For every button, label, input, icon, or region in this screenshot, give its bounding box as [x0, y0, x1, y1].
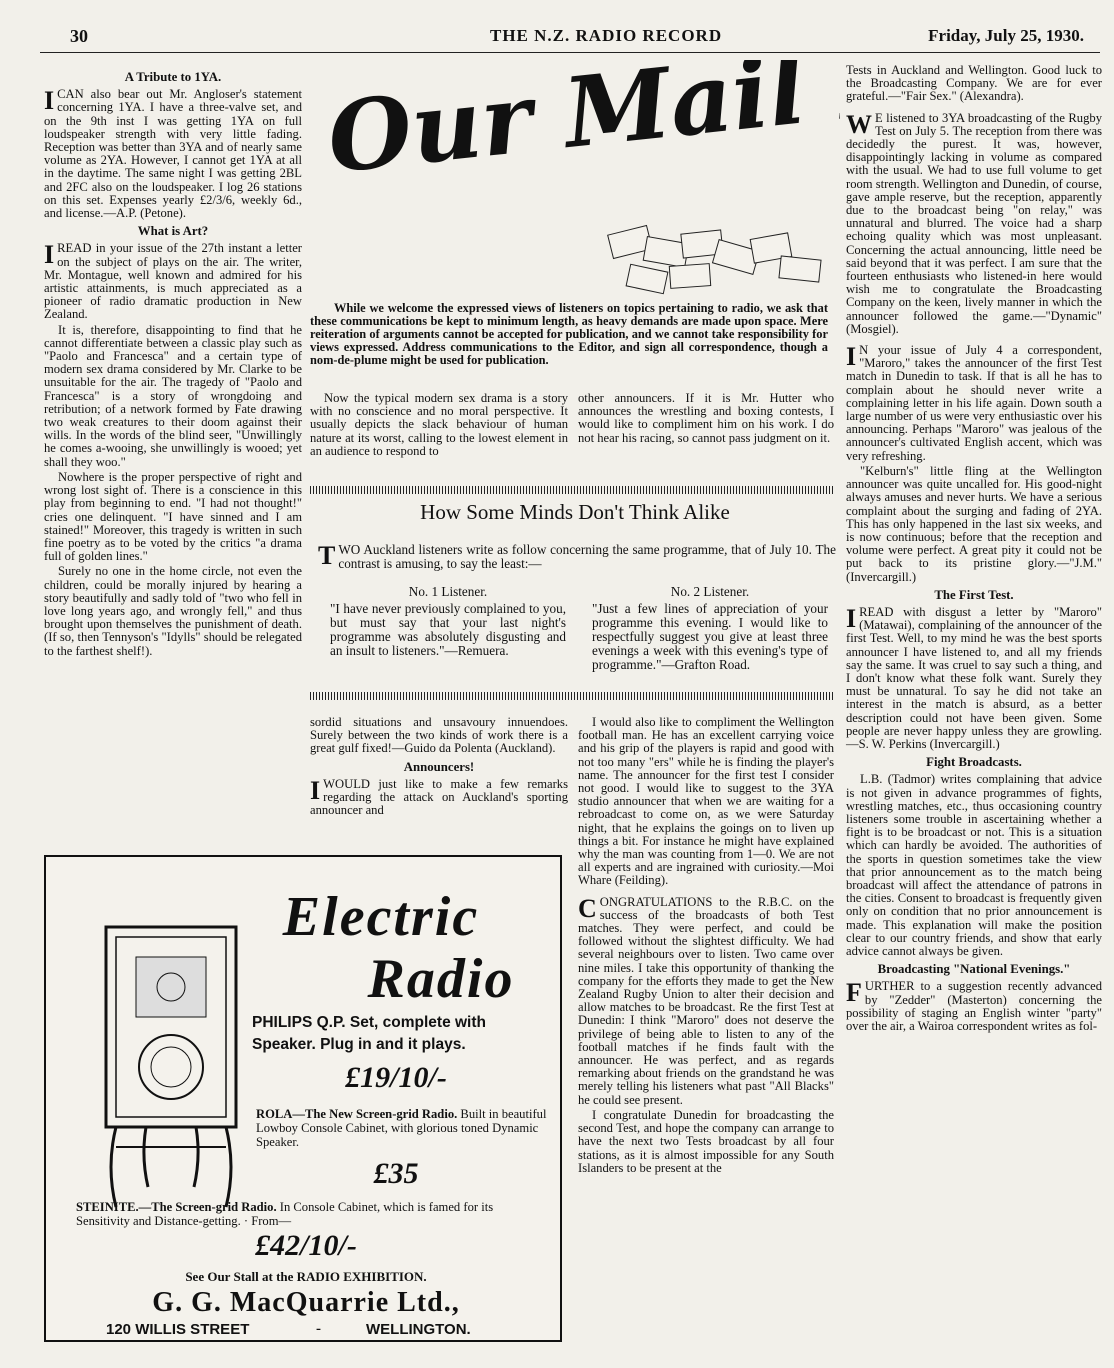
- mail-bag-logo: [310, 60, 840, 300]
- sex-drama-paragraph: Now the typical modern sex drama is a story with no conscience and no moral perspective. It usually depicts the slack behaviour of human nature at its worst, calling to the lowest element in an audience to respond to: [310, 391, 568, 458]
- listener-2-text: "Just a few lines of appreciation of your programme this evening. I would like to respectfully suggest you give at least three evenings a week with this evening's type of programme."—Grafton Road.: [592, 601, 828, 672]
- mail-bag-masthead: [310, 60, 840, 300]
- city-name: WELLINGTON.: [366, 1321, 471, 1338]
- art-paragraph: IREAD in your issue of the 27th instant a letter on the subject of plays on the air. The writer, Mr. Montague, well known and admired for his artistic attainments, is much appreciated as a pioneer of radio dramatic production in New Zealand.: [44, 240, 302, 322]
- jm-letter: I N your issue of July 4 a correspondent, "Maroro," takes the announcer of the first Test match in Dunedin to task. If that is all he has to complain about he should never write a complaining letter in his life again. Down south a large number of us were very enthusiastic over his announcing. Perhaps "Maroro" was jealous of the announcer's cultivated English accent, which was very refreshing.: [846, 342, 1102, 463]
- minds-title: How Some Minds Don't Think Alike: [420, 500, 730, 524]
- listener-2-title: No. 2 Listener.: [670, 584, 750, 599]
- column-3-top: [578, 392, 834, 447]
- congratulations-paragraph: I congratulate Dunedin for broadcasting the second Test, and hope the company can arrange to have the next two Tests broadcast by all four stations, as it is almost impossible for any South Islanders to be present at the: [578, 1107, 834, 1175]
- decorative-band-top: [310, 486, 834, 494]
- listener-1: [330, 585, 566, 658]
- exhibition-notice: See Our Stall at the RADIO EXHIBITION.: [185, 1269, 427, 1284]
- column-4: [846, 64, 1102, 1035]
- publication-title: THE N.Z. RADIO RECORD: [490, 26, 723, 45]
- electric-radio-advertisement: [44, 855, 562, 1342]
- price-steinite: £42/10/-: [255, 1229, 357, 1262]
- congratulations-letter: CONGRATULATIONS to the R.B.C. on the success of the broadcasts of both Test matches. They were perfect, and could be followed without the slightest difficulty. We had several neighbours over to listen. Two came over nine miles. I take this opportunity of thanking the company for the efforts they made to get the New Zealand Rugby Union to alter their decision and allow matches to be broadcast. Re the first Test at Dunedin: I think "Maroro" does not deserve the privilege of being able to listen to any of the football matches if he finds fault with the announcer. He was perfect, and as regards remarking about friends on the grandstand he was merely telling his listeners what past "All Blacks" he could see present.: [578, 893, 834, 1107]
- company-name: G. G. MacQuarrie Ltd.,: [152, 1287, 460, 1318]
- address-separator: -: [316, 1321, 321, 1337]
- national-evenings-letter: FURTHER to a suggestion recently advanced by "Zedder" (Masterton) concerning the possibility of staging an English winter "party" over the air, a Wairoa correspondent writes as fol-: [846, 978, 1102, 1034]
- football-man-paragraph: I would also like to compliment the Wellington football man. He has an excellent carrying voice and his grip of the players is rapid and good with not too many "ers" while he is finding the player's name. The announcer for the first test I consider not good. I would like to suggest to the 3YA studio announcer that when we are waiting for a rebroadcast to come on, as we were Saturday night, that he explains the goings on to liven up things a bit. For instance he might have explained why the man was counting from 1—0. We are not all experts and are ingrained with curiosity.—Moi Whare (Feilding).: [578, 715, 834, 888]
- jm-paragraph: "Kelburn's" little fling at the Wellington announcer was quite uncalled for. His good-night always amuses and never hurts. We have a serious complaint about the surging and fading of 2YA. This has only happened in the last six weeks, and is now continuous; before that the reception and volume were perfect. A great pity it could not be put back to its pristine glory.—"J.M." (Invercargill.): [846, 463, 1102, 584]
- editorial-note: While we welcome the expressed views of listeners on topics pertaining to radio, we ask that these communications be kept to minimum length, as heavy demands are made upon space. Mere reiteration of arguments cannot be accepted for publication, and we cannot take responsibility for views expressed. Address communications to the Editor, and sign all correspondence, though a nom-de-plume might be used for publication.: [310, 301, 828, 367]
- fight-broadcasts-paragraph: L.B. (Tadmor) writes complaining that advice is not given in advance programmes of fights, wrestling matches, etc., thus occasioning country listeners some trouble in ascertaining whether a fight is to be broadcast or not. This is a situation which can hardly be avoided. The authorities of the sports in question sometimes take the view that prior announcement as to the match being broadcast will affect the attendance of patrons in the cities. Consent to broadcast is frequently given only on condition that no prior announcement is made. This explanation will make the position clear to our country friends, and show that early advice cannot always be given.: [846, 772, 1102, 958]
- price-philips: £19/10/-: [345, 1061, 447, 1094]
- art-paragraph: Surely no one in the home circle, not even the children, could be morally injured by hearing a story beautifully and sadly told of "two who fell in love long years ago, and wrongly fell," and thus brought upon themselves the punishment of death. (If so, then Tennyson's "Idylls" should be relegated to the farthest shelf!).: [44, 564, 302, 658]
- first-test-letter: IREAD with disgust a letter by "Maroro" (Matawai), complaining of the announcer of the first Test. Well, to my mind he was the best sports announcer I have listened to, and all my friends say the same. It was cruel to say such a thing, and I don't know what these folk want. Surely they must be unnatural. To say he did not take an interest in the match is absurd, as a better description could not have been given. Some people are never happy unless they are growling.—S. W. Perkins (Invercargill.): [846, 603, 1102, 751]
- page-header: [40, 22, 1094, 50]
- tribute-heading: A Tribute to 1YA.: [124, 70, 222, 84]
- steinite-text: STEINITE.—The Screen-grid Radio. In Console Cabinet, which is famed for its Sensitivity and Distance-getting. · From—: [76, 1200, 494, 1228]
- column-2-bottom: [310, 716, 568, 819]
- console-radio-icon: [86, 917, 256, 1217]
- announcer-compliment-paragraph: other announcers. If it is Mr. Hutter who announces the wrestling and boxing contests, I would like to compliment him on his work. I do not hear his racing, so cannot pass judgment on it.: [578, 391, 834, 445]
- page-number: 30: [70, 26, 88, 46]
- svg-text:Our Mail Bag: Our Mail Bag: [322, 60, 840, 195]
- decorative-band-bottom: [310, 692, 834, 700]
- rola-text: ROLA—The New Screen-grid Radio. Built in beautiful Lowboy Console Cabinet, with glorious toned Dynamic Speaker.: [256, 1107, 547, 1149]
- column-1: [44, 66, 302, 660]
- ad-headline-electric: Electric: [282, 886, 480, 948]
- fight-broadcasts-heading: Fight Broadcasts.: [926, 755, 1022, 770]
- ad-headline-radio: Radio: [367, 948, 515, 1010]
- column-3: [578, 716, 834, 1177]
- tribute-letter: ICAN also bear out Mr. Angloser's statement concerning 1YA. I have a three-valve set, and on the 9th inst I was getting 1YA on full loudspeaker strength with very little fading. Reception was better than 3YA and of nearly same volume as 2YA. However, I cannot get 1YA at all in the daytime. The same night I was getting 2BL and 2FC also on the loudspeaker. I log 26 stations on this set. Expenses yearly £2/3/6, weekly 6d., and license.—A.P. (Petone).: [44, 86, 302, 221]
- minds-intro: TWO Auckland listeners write as follow concerning the same programme, that of July 10. The contrast is amusing, to say the least:—: [318, 541, 836, 572]
- art-paragraph: Nowhere is the proper perspective of right and wrong lost sight of. There is a conscience in this play from beginning to end. "I had not thought!" cries one delinquent. "I have sinned and I am stained!" Moreover, this tragedy is written in such fine poetry as to be voted by the critics "a drama full of golden lines.": [44, 469, 302, 564]
- announcers-letter: IWOULD just like to make a few remarks regarding the attack on Auckland's sporting announcer and: [310, 775, 568, 818]
- announcers-heading: Announcers!: [403, 759, 475, 774]
- issue-date: Friday, July 25, 1930.: [928, 26, 1084, 45]
- price-rola: £35: [373, 1157, 419, 1190]
- listener-1-title: No. 1 Listener.: [408, 584, 488, 599]
- fair-sex-paragraph: Tests in Auckland and Wellington. Good luck to the Broadcasting Company. We are for ever grateful.—"Fair Sex." (Alexandra).: [846, 63, 1102, 104]
- national-evenings-heading: Broadcasting "National Evenings.": [877, 962, 1071, 977]
- dynamic-letter: W E listened to 3YA broadcasting of the Rugby Test on July 5. The reception from there was decidedly the purest. It was, however, disappointingly lacking in volume as compared with the usual. We had to use full volume to get room strength. Wellington and Dunedin, of course, gave ample reserve, but the reception, apparently due to the broadcast being "on relay," was unnatural and blurred. The voice had a sharp echoing quality which was most unpleasant. Concerning the actual announcing, little need be said beyond that it was perfect. I am sure that the fourteen enthusiasts who listened-in here would wish me to congratulate the Broadcasting Company on the keen, lively manner in which the announcer followed the game.—"Dynamic" (Mosgiel).: [846, 109, 1102, 336]
- street-address: 120 WILLIS STREET: [106, 1321, 250, 1338]
- listener-2: [592, 585, 828, 672]
- column-2-top: [310, 392, 568, 460]
- sordid-paragraph: sordid situations and unsavoury innuendoes. Surely between the two kinds of work there is a great gulf fixed!—Guido da Polenta (Auckland).: [310, 715, 568, 756]
- listener-1-text: "I have never previously complained to you, but must say that your last night's programme was absolutely disgusting and an insult to listeners."—Remuera.: [330, 601, 566, 658]
- art-paragraph: It is, therefore, disappointing to find that he cannot differentiate between a classic play such as "Paolo and Francesca" and a certain type of modern sex drama considered by Mr. Clarke to be unsuitable for the air. The tragedy of "Paolo and Francesca" is a story of wrongdoing and retribution; of a network formed by Fate drawing two weak creatures to their doom against their wills. In the words of the blind seer, "Unwillingly he comes a-wooing, she unwillingly is wooed; yet shall they woo.": [44, 322, 302, 469]
- philips-text: PHILIPS Q.P. Set, complete with Speaker. Plug in and it plays.: [252, 1014, 486, 1053]
- header-rule: [40, 52, 1100, 53]
- first-test-heading: The First Test.: [934, 587, 1014, 602]
- letters-pile-icon: [608, 226, 821, 294]
- art-heading: What is Art?: [137, 224, 209, 239]
